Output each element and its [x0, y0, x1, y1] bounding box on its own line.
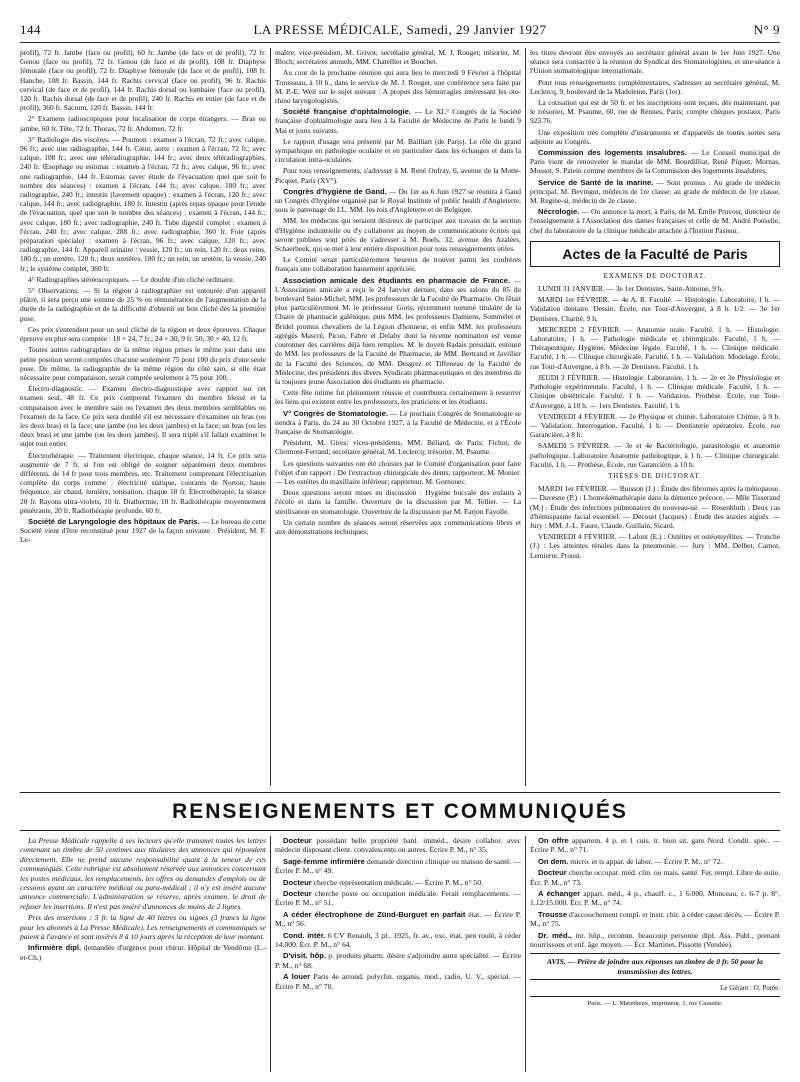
page-number: 144: [20, 22, 41, 37]
ad-text: demandée d'urgence pour chirur. Hôpital de Vendôme (L.-et-Ch.): [20, 943, 266, 962]
classifieds-prices: Prix des insertions : 5 fr. la ligne de 40 lettres ou signes (3 francs la ligne pour les abonnés à La Presse Médicale). Les renseignements et communiqués se paient à l'avance et sont insérés 8 à 10 jours après la réception de leur montant.: [20, 913, 266, 942]
classified-ad: [530, 836, 780, 855]
ad-text: appart. méd., 4 p., chauff. c., 1 6.000, Monceau, c. 6-7 p. 8°, 1.12/15.000. Écr. P. M., n° 74.: [530, 889, 780, 908]
ad-text: cherche représentation médicale. — Écrire P. M., n° 50.: [313, 877, 484, 887]
column-2: [275, 48, 521, 786]
ad-text: Paris 4e arrond. polyclin. organis. mod., radio, U. V., spécial. — Écrire P. M., n° 70.: [275, 972, 521, 991]
section-banner: RENSEIGNEMENTS ET COMMUNIQUÉS: [172, 800, 628, 823]
article-text: — Le XL° Congrès de la Société française d'ophtalmologie aura lieu à la Faculté de Médecine de Paris le lundi 9 Mai et jours suivants.: [275, 107, 521, 135]
article-heading: Congrès d'hygiène de Gand.: [283, 186, 387, 196]
paragraph: 3° Radiologie des viscères. — Poumon : examen à l'écran, 72 fr.; avec calque, 96 fr.; avec une radiographie, 144 fr. Cœur, aorte : examen à l'écran, 72 fr.; avec calque, 108 fr.; avec une téléradiographie, 144 fr.; avec deux téléradiographies, 240 fr. Œsophage ou estomac : examen à l'écran, 72 fr.; avec calque, 96 fr.; avec une radiographie, 144 fr. Estomac (avec étude de l'évacuation quel que soit le nombre des séances) : examen à l'écran, 144 fr.; avec calque, 180 fr.; avec radiographie, 240 fr.; intestin (lavement opaque) : examen à l'écran, 120 fr.; avec calque, 144 fr.; avec radiographie, 180 fr. Intestin (après repas opaque pour l'étude de l'évacuation, quel que soit le nombre des séances) : examen à l'écran, 144 fr.; avec calque, 180 fr.; avec radiographie, 240 fr. Tube digestif complet : examen à l'écran, 240 fr.; avec calque, 288 fr.; avec radiographie, 360 fr. Foie (après préparation spéciale) : examen à l'écran, 96 fr.; avec calque, 120 fr.; avec radiographie, 144 fr. Appareil urinaire : vessie, 120 fr.; un rein, 120 fr.; deux reins, 180 fr.; un uretère, 120 fr.; deux uretères, 180 fr.; un rein, un uretère, la vessie, 240 fr.; le système complet, 360 fr.: [20, 134, 266, 273]
ad-lead: Sage-femme infirmière: [283, 856, 365, 866]
ad-lead: Dr. méd.,: [538, 930, 572, 940]
paragraph: Une exposition très complète d'instruments et d'appareils de toutes sortes sera adjointe au Congrès.: [530, 127, 780, 146]
column-1: [20, 48, 266, 786]
paragraph: Pour tous renseignements complémentaires, s'adresser au secrétaire général, M. Leclercq, 9, boulevard de la Madeleine, Paris (1er).: [530, 77, 780, 96]
paragraph: 5° Observations. — Si la région à radiographier est entourée d'un appareil plâtré, il sera perçu une somme de 25 % en rémunération de l'augmentation de la durée de la radiographie et de la difficulté d'obtenir un bon cliché dès la première pose.: [20, 286, 266, 323]
article-pharmacie: [275, 276, 521, 386]
article-text: — Sont promus : Au grade de médecin principal, M. Bevingut, médecin de 1re classe; au grade de médecin de 1re classe, M. Regine-si, médecin de 2e classe.: [530, 177, 780, 206]
classified-ad: [275, 836, 521, 855]
paragraph: Le rapport d'usage sera présenté par M. Bailliart (de Paris). Le rôle du grand sympathique en pathologie oculaire et en particulier dans les échanges et dans la circulation intra-oculaires.: [275, 136, 521, 165]
article-laryngologie: [20, 517, 266, 545]
article-text: — On annonce la mort, à Paris, de M. Émile Pruvost, directeur de l'enseignement à l'Association des dames françaises et celle de M. André Pouselle, chef du laboratoire de la clinique médicale attachée à l'Institut Pasteur.: [530, 207, 780, 235]
classified-ad: [530, 857, 780, 866]
ad-text: int. hôp., recomm. beaucoup personne dipl. Ass. Publ., prenant nourrissons et enf. âge moyen. — Écr. Martinet, Pissotte (Vendée).: [530, 930, 780, 950]
classified-ad: [275, 931, 521, 950]
classified-ad: [275, 878, 521, 887]
article-text: — L'Association amicale a reçu le 24 Janvier dernier, dans ses salons du 85 du boulevard Saint-Michel, MM. les professeurs de la Faculté de Pharmacie. On fêtait plus particulièrement M. le professeur Goris, récemment nommé titulaire de la Chaire de pharmacie galénique, puis MM. les professeurs Damiens, Sommelet et Bridel promus chevaliers de la Légion d'honneur, et enfin MM. les professeurs agrégés Mascré, Picon, Fabre et Delaby dont la récente nomination est venue couronner des carrières déjà bien remplies. M. le doyen Radais présidait, entouré de MM. les professeurs de la Faculté de Pharmacie, de MM. Bertrand et Javillier de la Faculté des Sciences, de MM. Desgrez et Tiffeneau de la Faculté de Médecine, des présidents des divers Syndicats pharmaceutiques et des membres de la toujours jeune Association des étudiants en pharmacie.: [275, 275, 521, 386]
column-divider: [525, 836, 526, 1072]
ad-text: micro. et ts appar. de labor. — Écrire P. M., n° 72.: [570, 856, 723, 866]
ad-text: cherche poste ou occupation médicale. Ferait remplacements. — Écrire P. M., n° 51.: [275, 889, 521, 908]
section-rule: [20, 830, 780, 831]
ad-text: d'accouchement compl. et instr. chir. à céder cause décès. — Écrire P. M., n° 75.: [530, 909, 780, 929]
article-heading: Commission des logements insalubres.: [538, 148, 687, 158]
classifieds-intro: La Presse Médicale rappelle à ses lecteurs qu'elle transmet toutes les lettres contenant un timbre de 50 centimes aux titulaires des annonces qui répondent directement. Elle ne prend aucune responsabilité quant à la teneur de ces communiqués. Cette rubrique est absolument réservée aux annonces concernant les postes médicaux, les remplacements, les offres ou demandes d'emplois ou de cessions ayant un caractère médical ou para-médical ; il n'y est inséré aucune annonce commerciale. L'administration se réserve, après examen, le droit de refuser les insertions. Il n'est pas inséré d'annonces de moins de 2 lignes.: [20, 836, 266, 911]
ad-text: état. — Écrire P. M., n° 56.: [275, 909, 521, 929]
column-3: [530, 48, 780, 786]
journal-title: LA PRESSE MÉDICALE, Samedi, 29 Janvier 1927: [253, 22, 547, 37]
ad-lead: D'visit. hôp.: [283, 951, 327, 961]
issue-number: N° 9: [753, 22, 780, 37]
ad-lead: A louer: [283, 972, 311, 982]
article-heading: V° Congrès de Stomatologie.: [283, 408, 389, 418]
page-header: [20, 22, 780, 38]
paragraph: Ces prix s'entendent pour un seul cliché de la région et deux épreuves. Chaque épreuve en plus sera comptée : 18 × 24, 7 fr.; 24 × 30, 9 fr. 50; 30 × 40, 12 fr.: [20, 324, 266, 344]
paragraph: Le Comité serait particulièrement heureux de trouver parmi les confrères français une collaboration hautement appréciée.: [275, 255, 521, 274]
exam-subheading: EXAMENS DE DOCTORAT.: [603, 272, 707, 280]
paragraph: Toutes autres radiographies de la même région prises le même jour dans une petite position seront comptées chacune seulement 75 pour 100 du prix d'une seule pose. De même, la radiographie de la même région du côté sain, si elle était nécessaire pour comparaison, serait comptée seulement à 75 pour 100.: [20, 345, 266, 382]
exam-entry: VENDREDI 4 FÉVRIER. — 2e Physique et chimie. Laboratoire Chimie, à 9 h. — Validation. Interrogation. Faculté, 1 h. — Dentisterie opératoire. École, rue Garancière, à 8 h.: [530, 411, 780, 440]
ad-lead: Docteur: [283, 836, 312, 845]
classified-ad: [275, 951, 521, 970]
article-text: — Le Conseil municipal de Paris vient de renouveler le mandat de MM. Bourdilliat, René Piquet, Mornas, Mossot, S. Patein comme membres de la Commission des logements insalubres.: [530, 148, 780, 176]
paragraph: 4° Radiographies stéréoscopiques. — Le double d'un cliché ordinaire.: [28, 274, 235, 284]
paragraph: 2° Examens radioscopiques pour localisation de corps étrangers. — Bras ou jambe, 60 fr. Tête, 72 fr. Thorax, 72 fr. Abdomen, 72 fr.: [20, 114, 266, 133]
section-rule: [20, 792, 780, 793]
article-heading: Nécrologie.: [538, 207, 580, 217]
classified-ad: [275, 972, 521, 991]
exam-entry: MARDI 1er FÉVRIER. — 4e A. R. Faculté. — Histologie. Laboratoire, 1 h. — Validation dentaire. Dessin. École, rue Tour-d'Auvergne, à 8 h. 1/2. — 3e 1er Dentistes. Charité, 9 h.: [530, 295, 780, 323]
article-marine: [530, 178, 780, 206]
classifieds-column-2: [275, 836, 521, 1074]
exam-entry: MERCREDI 2 FÉVRIER. — Anatomie orale. Faculté, 1 h. — Histologie. Laboratoire, 1 h. — Pathologie médicale et chirurgicale. Faculté, 1 h. — Thérapeutique, Hygiène, Médecine légale. Faculté, 1 h. — Clinique médicale. Faculté, 1 h. — Clinique chirurgicale. Faculté, 1 h. — Validation. Modelage. École, rue Tour-d'Auvergne, à 8 h. — 2e Dentistes. Faculté, 1 h.: [530, 324, 780, 371]
ad-lead: On offre: [538, 836, 569, 845]
exam-entry: LUNDI 31 JANVIER. — 3e 1er Dentistes. Saint-Antoine, 9 h.: [538, 284, 724, 294]
thesis-entry: MARDI 1er FÉVRIER. — Buisson (J.) : Étude des fibromes après la ménopause. — Davesne (P.) : L'homokémathérapie dans la démence précoce. — Mlle Tisserand (M.) : Étude des infections pulmonaires du nouveau-né. — Rosenbluth : Deux cas d'hémispasme facial essentiel. — Decourt (Jacques) : Étude des ataxies aiguës. — Jury : MM. J.-L. Faure, Claude, Guillain, Sicard.: [530, 484, 780, 530]
ad-lead: Cond. intér.: [283, 930, 326, 940]
column-divider: [270, 48, 271, 786]
faculty-section-title: Actes de la Faculté de Paris: [530, 241, 780, 267]
thesis-subheading: THÈSES DE DOCTORAT.: [608, 472, 702, 480]
classifieds-column-1: [20, 836, 266, 1074]
article-necrologie: [530, 207, 780, 235]
classified-ad: [275, 857, 521, 876]
ad-text: demande direction clinique ou maison de santé. — Écrire P. M., n° 49.: [275, 856, 521, 876]
paragraph: profil), 72 fr. Jambe (face ou profil), 60 fr. Jambe (de face et de profil), 72 fr. Genou (face ou profil), 72 fr. Genou (de face et de profil), 108 fr. Diaphyse fémorale (face ou profil), 72 fr. Diaphyse fémorale (de face et de profil), 108 fr. Hanche, 108 fr. Bassin, 144 fr. Rachis cervical (face ou profil), 96 fr. Rachis cervical (de face et de profil), 144 fr. Rachis dorsal ou lombaire (face ou profil), 120 fr. Rachis dorsal (de face et de profil), 240 fr. Rachis en entier (de face et de profil), 360 fr. Sacrum, 120 fr. Bassin, 144 fr.: [20, 48, 266, 113]
paragraph: Électrothérapie. — Traitement électrique, chaque séance, 14 fr. Ce prix sera augmenté de 7 fr. si l'on est obligé de soigner séparément deux membres différents, de 14 fr pour trois membres, etc. Traitement comprenant l'électrisation complète du corps comme : électricité statique, courants de Norton, haute fréquence, air chaud, lumière, ionisation, chaque 18 fr. Électrothérapie, la séance 20 fr. Rayons ultra-violets, 10 fr. Diathermie, 10 fr. Radiothérapie moyennement pénétrante, 20 fr. Radiothérapie profonde, 60 fr.: [20, 450, 266, 515]
ad-text: cherche occupat. méd. clin. ou mais. santé. Fer. rempl. Libre de suite. Écr. P. M., n° 73.: [530, 868, 780, 887]
article-logements: [530, 148, 780, 176]
thesis-entry: VENDREDI 4 FÉVRIER. — Lafont (E.) : Ostéites et ostéomyélites. — Tronche (J.) : Les atteintes rénales dans la pneumonie. — Jury : MM. Delbet, Carnot, Lemierre, Proust.: [530, 532, 780, 560]
article-stomatologie: [275, 409, 521, 437]
paragraph: Pour tous renseignements, s'adresser à M. René Onfray, 6, avenue de la Motte-Picquet, Paris (XV°).: [275, 166, 521, 185]
paragraph: Deux questions seront mises en discussion : Hygiène buccale des enfants à l'école et dans la famille. Ouverture de la discussion par M. Tellier. — La stérilisation en stomatologie. Ouverture de la discussion par M. Farjon Fayolle.: [275, 488, 521, 516]
classified-ad: [275, 889, 521, 908]
article-text: — Le bureau de cette Société vient d'être reconstitué pour 1927 de la façon suivante : Président, M. F. Le-: [20, 516, 266, 545]
paragraph: Les questions suivantes ont été choisies par le Comité d'organisation pour faire l'objet d'un rapport : De l'extraction chirurgicale des dents; rapporteur, M. Monier. — Les ostéites du maxillaire inférieur; rapporteur, M. Gornouec.: [275, 458, 521, 486]
ad-lead: A céder électrophone de Zünd-Burguet en parfait: [283, 909, 466, 919]
ad-text: p. produits pharm. désire s'adjoindre autre spécialité. — Écrire P. M., n° 68.: [275, 951, 521, 970]
avis-notice: AVIS. — Prière de joindre aux réponses un timbre de 0 fr. 50 pour la transmission des lettres.: [530, 953, 780, 980]
exam-entry: JEUDI 3 FÉVRIER. — Histologie. Laboratoire, 1 h. — 2e et 3e Physiologie et Pathologie expérimentale. Faculté, 1 h. — Clinique médicale. Faculté, 1 h. — Clinique obstétricale. Faculté, 1 h. — Validation. Prothèse. École, rue Tour-d'Auvergne, à 10 h. — 1ers Dentistes. Faculté, 1 h.: [530, 372, 780, 410]
classified-ad: [530, 868, 780, 887]
article-heading: Service de Santé de la marine.: [538, 177, 654, 187]
ad-lead: Trousse: [538, 909, 568, 919]
classified-ad: [20, 943, 266, 962]
paragraph: Électro-diagnostic. — Examen électro-diagnostique avec rapport sur cet examen seul, 48 fr. Ce prix comprend l'examen du membre blessé et la comparaison avec le membre sain ou l'examen des deux membres semblables ou l'examen de la face. Ce prix sera doublé s'il est nécessaire d'examiner un bras (ou les deux bras) et la face; une jambe (ou les deux jambes) et la face; un bras (ou les deux bras) et une jambe (ou les deux jambes). Il sera triplé s'il fallait examiner le sujet tout entier.: [20, 384, 266, 449]
ad-lead: A échanger: [538, 889, 581, 899]
article-heading: Société de Laryngologie des hôpitaux de Paris.: [28, 516, 200, 526]
ad-lead: Docteur: [283, 877, 312, 887]
ad-lead: Docteur: [283, 889, 312, 899]
paragraph: La cotisation qui est de 50 fr. et les inscriptions sont reçues, dès maintenant, par le trésorier, M. Psaume, 60, rue de Rennes, Paris; compte chèques postaux, Paris 923.76.: [530, 98, 780, 126]
paragraph: les titres devront être envoyés au secrétaire général avant le 1er Juin 1927. Une séance sera consacrée à la réunion du Syndicat des Stomatologistes, et une séance à l'Union stomatologique internationale.: [530, 48, 780, 76]
ad-lead: Docteur: [538, 868, 567, 878]
paragraph: maître; vice-président, M. Grivot; secrétaire général, M. J. Rouget; trésorier, M. Bloch; secrétaires annuels, MM. Chatellier et Bouchet.: [275, 48, 521, 67]
column-divider: [270, 836, 271, 1072]
classified-ad: [275, 910, 521, 929]
paragraph: Président, M. Gires; vices-présidents, MM. Béliard, de Paris; Fichot, de Clermont-Ferrand; secrétaire général, M. Leclercq; trésorier, M. Psaume.: [275, 438, 521, 457]
exam-entry: SAMEDI 5 FÉVRIER. — 3e et 4e Bactériologie, parasitologie et anatomie pathologique. Laboratoire Anatomie pathologique, à 1 h. — Clinique chirurgicale. Faculté, 1 h. — Prothèse. École, rue Garancière, à 10 h.: [530, 441, 780, 469]
classified-ad: [530, 889, 780, 908]
classified-ad: [530, 931, 780, 950]
printer-line: Paris. — L. Maretheux, imprimeur, 1, rue Cassette.: [530, 996, 780, 1008]
paragraph: Au cour de la prochaine réunion qui aura lieu le mercredi 9 Février à l'hôpital Trousseau, à 10 h., dans le service de M. J. Rouget, une conférence sera faite par M. P.-E. Weil sur le sujet suivant : A propos des hémorragies intéressant les oto-rhino laryngologistes.: [275, 68, 521, 106]
column-divider: [525, 48, 526, 786]
paragraph: Un certain nombre de séances seront réservées aux communications libres et aux démonstrations techniques;: [275, 517, 521, 536]
article-text: — Le prochain Congrès de Stomatologie se tiendra à Paris, du 24 au 30 Octobre 1927, à la Faculté de Médecine, et à l'École française de Stomatologie.: [275, 408, 521, 436]
article-hygiene: [275, 187, 521, 215]
article-heading: Société française d'ophtalmologie.: [283, 107, 411, 117]
ad-text: possédant belle propriété banl. imméd., désire collabor. avec médecin disposant client. convalescents ou autres. Écrire P. M., n° 35.: [275, 836, 521, 855]
ad-lead: On dem.: [538, 856, 569, 866]
article-heading: Association amicale des étudiants en pharmacie de France.: [283, 275, 511, 285]
header-rule: [20, 42, 780, 43]
ad-text: appartem. 4 p. et 1 cuis. tr. bien sit. gare Nord. Condit. spéc. — Écrire P. M., n° 71.: [530, 836, 780, 855]
paragraph: Cette fête intime fut pleinement réussie et contribuera certainement à resserrer les liens qui existent entre les professeurs, les praticiens et les étudiants.: [275, 388, 521, 407]
gerant-signature: Le Gérant : O. Porée.: [720, 984, 780, 993]
classifieds-column-3: [530, 836, 780, 1074]
article-text: — Du 1er au 6 Juin 1927 se réunira à Gand un Congrès d'hygiène organisé par le Royal Institute of public health d'Angleterre, sous le patronage de LL. MM. les rois d'Angleterre et de Belgique.: [275, 186, 521, 215]
article-ophtalmologie: [275, 107, 521, 135]
paragraph: MM. les médecins qui seraient désireux de participer aux travaux de la section d'Hygiène industrielle ou d'y collaborer au moyen de communications écrites qui seront publiées sont priés de s'adresser à M. Boels, 32, avenue des Azalées, Schaerbeek, qui se met à leur entière disposition pour tous renseignements utiles.: [275, 216, 521, 254]
ad-text: 6 CV Renault, 3 pl., 1925, fr. av., exc. état, pen roulé, à céder 14.000. Écr. P. M., n° 64.: [275, 930, 521, 950]
ad-lead: Infirmière dipl.: [28, 943, 82, 953]
classified-ad: [530, 910, 780, 929]
